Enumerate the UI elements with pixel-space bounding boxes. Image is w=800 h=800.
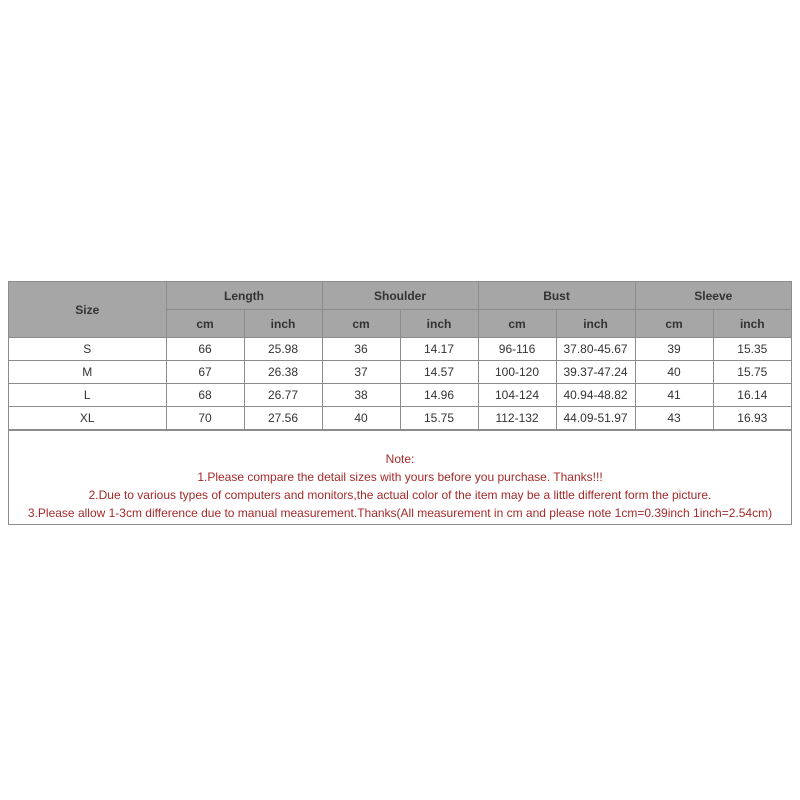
table-cell: 14.17 — [400, 338, 478, 361]
unit-header: inch — [556, 310, 635, 338]
table-cell: 15.75 — [400, 407, 478, 430]
table-cell: 16.93 — [713, 407, 791, 430]
note-line: 1.Please compare the detail sizes with yours before you purchase. Thanks!!! — [197, 470, 603, 484]
size-chart — [8, 281, 792, 525]
table-row — [9, 361, 791, 384]
table-row — [9, 338, 791, 361]
note-title: Note: — [385, 452, 415, 466]
shoulder-header: Shoulder — [322, 282, 478, 310]
notes-section — [9, 430, 791, 524]
unit-header: cm — [322, 310, 400, 338]
table-cell: 26.38 — [244, 361, 322, 384]
table-cell: 112-132 — [478, 407, 556, 430]
table-cell: 26.77 — [244, 384, 322, 407]
note-line: 3.Please allow 1-3cm difference due to manual measurement.Thanks(All measurement in cm and please note 1cm=0.39inch 1inch=2.54cm) — [27, 506, 773, 520]
length-header: Length — [166, 282, 322, 310]
table-cell: 40 — [635, 361, 713, 384]
table-cell: XL — [9, 407, 166, 430]
table-cell: L — [9, 384, 166, 407]
table-cell: S — [9, 338, 166, 361]
table-cell: 25.98 — [244, 338, 322, 361]
table-cell: 39.37-47.24 — [556, 361, 635, 384]
table-cell: 36 — [322, 338, 400, 361]
table-cell: 14.96 — [400, 384, 478, 407]
table-cell: 68 — [166, 384, 244, 407]
table-cell: 100-120 — [478, 361, 556, 384]
table-cell: 38 — [322, 384, 400, 407]
table-cell: 37 — [322, 361, 400, 384]
size-header: Size — [9, 282, 166, 338]
table-cell: 37.80-45.67 — [556, 338, 635, 361]
table-cell: 66 — [166, 338, 244, 361]
table-cell: 44.09-51.97 — [556, 407, 635, 430]
table-cell: 15.35 — [713, 338, 791, 361]
table-cell: 39 — [635, 338, 713, 361]
table-cell: 70 — [166, 407, 244, 430]
unit-header: cm — [166, 310, 244, 338]
unit-header: inch — [713, 310, 791, 338]
table-cell: 40 — [322, 407, 400, 430]
table-cell: 14.57 — [400, 361, 478, 384]
table-cell: M — [9, 361, 166, 384]
table-cell: 40.94-48.82 — [556, 384, 635, 407]
table-cell: 96-116 — [478, 338, 556, 361]
table-cell: 41 — [635, 384, 713, 407]
sleeve-header: Sleeve — [635, 282, 791, 310]
table-cell: 27.56 — [244, 407, 322, 430]
table-cell: 15.75 — [713, 361, 791, 384]
bust-header: Bust — [478, 282, 635, 310]
size-table — [9, 282, 791, 430]
table-cell: 43 — [635, 407, 713, 430]
table-cell: 67 — [166, 361, 244, 384]
unit-header: inch — [244, 310, 322, 338]
table-cell: 16.14 — [713, 384, 791, 407]
unit-header: cm — [478, 310, 556, 338]
table-row — [9, 407, 791, 430]
unit-header: cm — [635, 310, 713, 338]
table-cell: 104-124 — [478, 384, 556, 407]
table-row — [9, 384, 791, 407]
header-group-row — [9, 282, 791, 310]
unit-header: inch — [400, 310, 478, 338]
note-line: 2.Due to various types of computers and monitors,the actual color of the item may be a little different form the picture. — [88, 488, 712, 502]
